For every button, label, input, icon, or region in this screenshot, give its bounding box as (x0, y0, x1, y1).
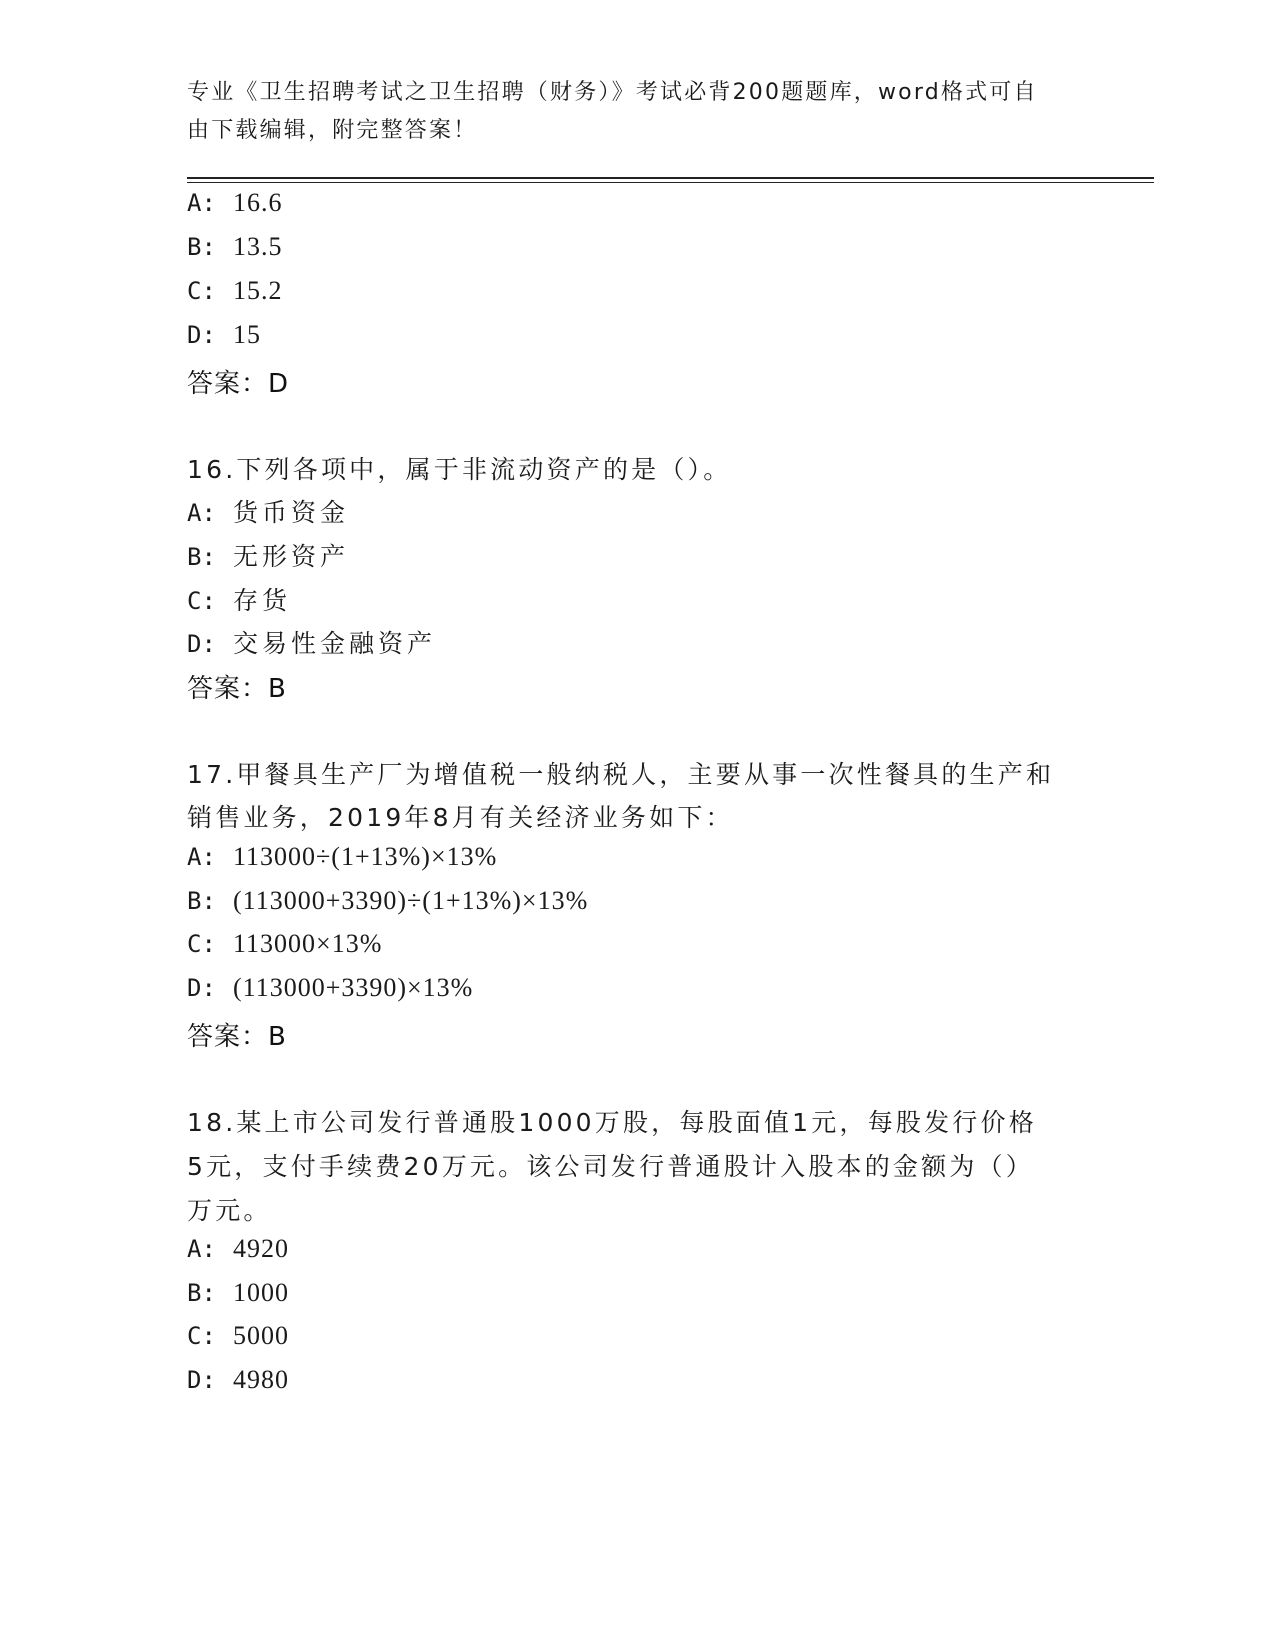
q15-option-d (187, 320, 261, 350)
option-key: D: (187, 974, 216, 1002)
option-key: B: (187, 1279, 216, 1307)
q17-question-line-2: 销售业务，2019年8月有关经济业务如下： (187, 803, 734, 832)
q17-option-a (187, 842, 497, 872)
option-key: A: (187, 843, 216, 871)
option-value: 5000 (233, 1321, 289, 1350)
q17-option-d (187, 973, 473, 1003)
q18-option-c (187, 1321, 289, 1351)
header-line-1: 专业《卫生招聘考试之卫生招聘（财务）》考试必背200题题库，word格式可自 (187, 80, 1038, 105)
q15-answer: 答案：D (187, 369, 290, 399)
q16-question: 16.下列各项中，属于非流动资产的是（）。 (187, 455, 732, 484)
option-key: C: (187, 587, 216, 615)
option-key: B: (187, 233, 216, 261)
header-line-2: 由下载编辑，附完整答案！ (187, 118, 478, 143)
option-value: 1000 (233, 1278, 289, 1307)
q16-option-d (187, 624, 436, 660)
option-value: 4980 (233, 1365, 289, 1394)
q15-option-b (187, 232, 283, 262)
option-key: A: (187, 1235, 216, 1263)
q18-question-line-3: 万元。 (187, 1196, 272, 1225)
q17-option-c (187, 929, 382, 959)
q16-option-b (187, 537, 349, 573)
option-value: 存货 (233, 586, 292, 615)
option-value: 交易性金融资产 (233, 629, 437, 658)
option-value: (113000+3390)×13% (233, 973, 474, 1002)
q16-option-a (187, 493, 349, 529)
option-value: 15 (233, 320, 261, 349)
option-key: D: (187, 1366, 216, 1394)
option-key: C: (187, 930, 216, 958)
option-key: A: (187, 189, 216, 217)
option-value: 16.6 (233, 188, 283, 217)
option-key: D: (187, 321, 216, 349)
q18-option-d (187, 1365, 289, 1395)
q18-question-line-2: 5元，支付手续费20万元。该公司发行普通股计入股本的金额为（） (187, 1152, 1034, 1181)
option-value: 无形资产 (233, 542, 350, 571)
option-value: 13.5 (233, 232, 283, 261)
option-value: (113000+3390)÷(1+13%)×13% (233, 886, 589, 915)
q16-option-c (187, 581, 291, 617)
option-key: B: (187, 543, 216, 571)
option-value: 113000×13% (233, 929, 383, 958)
option-key: C: (187, 277, 216, 305)
option-value: 113000÷(1+13%)×13% (233, 842, 498, 871)
q15-option-c (187, 276, 283, 306)
option-key: A: (187, 499, 216, 527)
header-divider-thin (187, 182, 1154, 183)
q17-option-b (187, 886, 588, 916)
document-header (187, 74, 1067, 150)
q15-option-a (187, 188, 283, 218)
q18-option-a (187, 1234, 289, 1264)
option-key: B: (187, 887, 216, 915)
option-value: 4920 (233, 1234, 289, 1263)
header-divider-thick (187, 177, 1154, 179)
q18-option-b (187, 1278, 289, 1308)
q17-answer: 答案：B (187, 1022, 287, 1052)
q16-answer: 答案：B (187, 674, 287, 704)
q18-question-line-1: 18.某上市公司发行普通股1000万股，每股面值1元，每股发行价格 (187, 1108, 1037, 1137)
option-value: 15.2 (233, 276, 283, 305)
option-value: 货币资金 (233, 498, 350, 527)
option-key: C: (187, 1322, 216, 1350)
option-key: D: (187, 630, 216, 658)
q17-question-line-1: 17.甲餐具生产厂为增值税一般纳税人，主要从事一次性餐具的生产和 (187, 760, 1055, 789)
